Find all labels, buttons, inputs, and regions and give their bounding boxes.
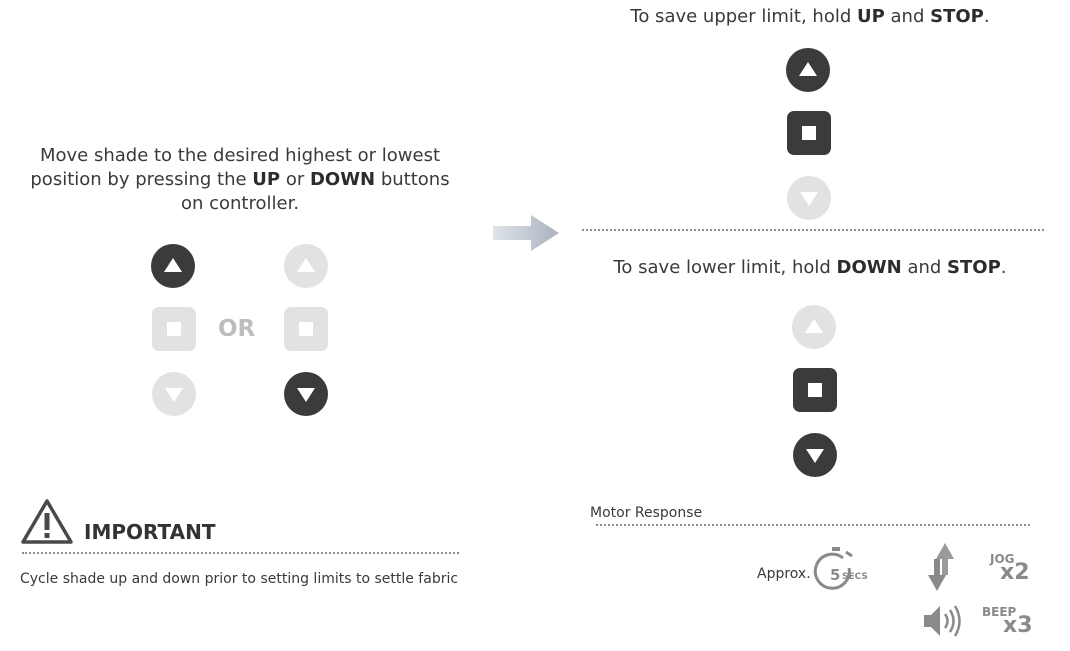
important-heading: IMPORTANT	[84, 520, 216, 544]
next-step-arrow-icon	[493, 213, 561, 253]
instruction-text: .	[1000, 257, 1007, 278]
up-arrow-icon	[164, 258, 182, 272]
stop-icon	[167, 322, 181, 336]
warning-icon	[20, 497, 74, 545]
beep-label: BEEP	[982, 605, 1017, 619]
down-arrow-icon	[806, 449, 824, 463]
jog-up-down-icon	[926, 542, 956, 592]
stop-keyword: STOP	[947, 257, 1001, 278]
instruction-text: position by pressing the	[30, 169, 253, 190]
or-label: OR	[218, 316, 256, 342]
instruction-text: and	[884, 6, 931, 27]
down-keyword: DOWN	[836, 257, 902, 278]
down-arrow-icon	[800, 192, 818, 206]
up-arrow-icon	[799, 62, 817, 76]
instruction-text: .	[983, 6, 990, 27]
up-button-active[interactable]	[786, 48, 830, 92]
jog-label: JOG	[990, 552, 1015, 566]
save-lower-limit-instruction	[580, 256, 1040, 280]
up-button-inactive[interactable]	[792, 305, 836, 349]
timer-number: 5	[830, 566, 841, 584]
instruction-text: To save lower limit, hold	[613, 257, 837, 278]
jog-count: x2	[1000, 560, 1030, 585]
up-button-inactive[interactable]	[284, 244, 328, 288]
instruction-text: or	[280, 169, 310, 190]
instruction-line-2	[15, 168, 465, 192]
important-note: Cycle shade up and down prior to setting limits to settle fabric	[20, 571, 459, 587]
section-divider	[582, 229, 1044, 231]
up-keyword: UP	[252, 169, 281, 190]
up-arrow-icon	[805, 319, 823, 333]
instruction-line-3: on controller.	[180, 193, 300, 214]
motor-response-label: Motor Response	[590, 505, 703, 521]
stop-button-active[interactable]	[787, 111, 831, 155]
down-button-active[interactable]	[284, 372, 328, 416]
down-button-active[interactable]	[793, 433, 837, 477]
timer-unit: SECS	[842, 572, 868, 582]
timer-icon	[813, 546, 871, 592]
approx-label: Approx.	[757, 566, 811, 582]
down-arrow-icon	[297, 388, 315, 402]
down-arrow-icon	[165, 388, 183, 402]
down-button-inactive[interactable]	[787, 176, 831, 220]
up-button-active[interactable]	[151, 244, 195, 288]
important-divider	[22, 552, 459, 554]
instruction-line-1: Move shade to the desired highest or lowest	[39, 145, 441, 166]
stop-icon	[808, 383, 822, 397]
stop-button-inactive[interactable]	[284, 307, 328, 351]
stop-icon	[802, 126, 816, 140]
stop-button-active[interactable]	[793, 368, 837, 412]
instruction-text: To save upper limit, hold	[630, 6, 857, 27]
up-arrow-icon	[297, 258, 315, 272]
speaker-icon	[922, 601, 964, 641]
stop-button-inactive[interactable]	[152, 307, 196, 351]
stop-icon	[299, 322, 313, 336]
down-keyword: DOWN	[309, 169, 376, 190]
up-keyword: UP	[856, 6, 885, 27]
down-button-inactive[interactable]	[152, 372, 196, 416]
motor-response-divider	[596, 524, 1030, 526]
beep-count: x3	[1003, 613, 1033, 638]
instruction-text: buttons	[375, 169, 450, 190]
save-upper-limit-instruction	[580, 5, 1040, 29]
stop-keyword: STOP	[930, 6, 984, 27]
move-shade-instruction	[15, 144, 465, 216]
instruction-text: and	[901, 257, 948, 278]
